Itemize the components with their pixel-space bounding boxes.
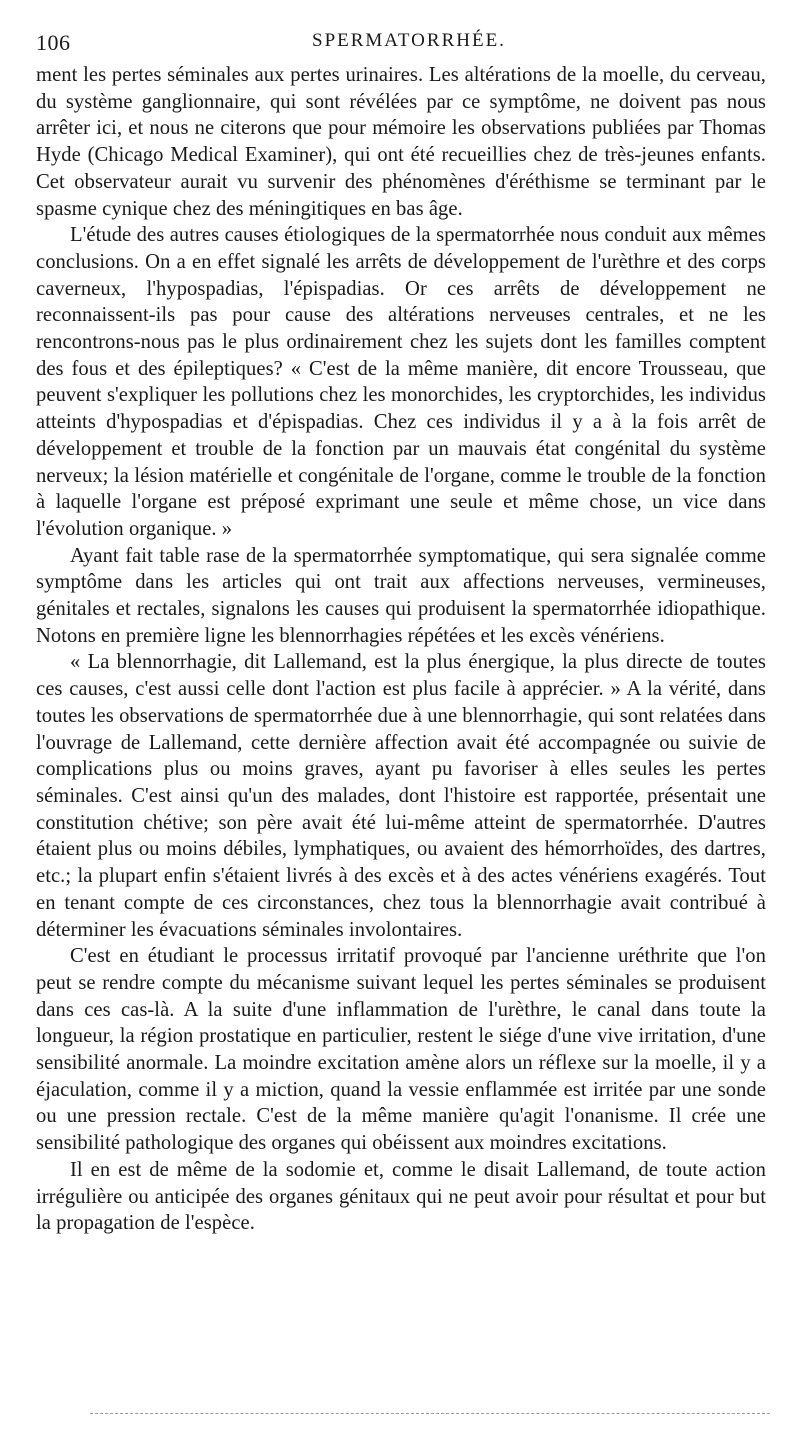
paragraph-6: Il en est de même de la sodomie et, comme le disait Lallemand, de toute action irrégulière ou anticipée des organes génitaux qui ne peut avoir pour résultat et pour but la propagation de l'espèce.: [36, 1158, 766, 1235]
paragraph-3: Ayant fait table rase de la spermatorrhée symptomatique, qui sera signalée comme symptôme dans les articles qui ont trait aux affections nerveuses, vermineuses, génitales et rectales, signalons les causes qui produisent la spermatorrhée idiopathique. Notons en première ligne les blennorrhagies répétées et les excès vénériens.: [36, 544, 766, 647]
page-number: 106: [36, 30, 71, 55]
page-header: [36, 26, 766, 56]
paragraph-1: ment les pertes séminales aux pertes urinaires. Les altérations de la moelle, du cerveau, du système ganglionnaire, qui sont révélées par ce symptôme, ne doivent pas nous arrêter ici, et nous ne citerons que pour mémoire les observations publiées par Thomas Hyde (Chicago Medical Examiner), qui ont été recueillies chez de très-jeunes enfants. Cet observateur aurait vu survenir des phénomènes d'éréthisme se terminant par le spasme cynique chez des méningitiques en bas âge.: [36, 64, 766, 220]
running-title: SPERMATORRHÉE.: [312, 30, 506, 51]
body-text: [36, 62, 766, 1237]
book-page: [36, 26, 766, 1237]
paragraph-5: C'est en étudiant le processus irritatif provoqué par l'ancienne uréthrite que l'on peut se rendre compte du mécanisme suivant lequel les pertes séminales se produisent dans ces cas-là. A la suite d'une inflammation de l'urèthre, le canal dans toute la longueur, la région prostatique en particulier, restent le siége d'une vive irritation, d'une sensibilité anormale. La moindre excitation amène alors un réflexe sur la moelle, il y a éjaculation, comme il y a miction, quand la vessie enflammée est irritée par une sonde ou une pression rectale. C'est de la même manière qu'agit l'onanisme. Il crée une sensibilité pathologique des organes qui obéissent aux moindres excitations.: [36, 945, 766, 1155]
paragraph-4: « La blennorrhagie, dit Lallemand, est la plus énergique, la plus directe de toutes ces causes, c'est aussi celle dont l'action est plus facile à apprécier. » A la vérité, dans toutes les observations de spermatorrhée due à une blennorrhagie, qui sont relatées dans l'ouvrage de Lallemand, cette dernière affection avait été accompagnée ou suivie de complications plus ou moins graves, ayant pu favoriser à elles seules les pertes séminales. C'est ainsi qu'un des malades, dont l'histoire est rapportée, présentait une constitution chétive; son père avait été lui-même atteint de spermatorrhée. D'autres étaient plus ou moins débiles, lymphatiques, ou avaient des hémorrhoïdes, des dartres, etc.; la plupart enfin s'étaient livrés à des excès et à des actes vénériens exagérés. Tout en tenant compte de ces circonstances, chez tous la blennorrhagie avait contribué à déterminer les évacuations séminales involontaires.: [36, 651, 766, 941]
paragraph-2: L'étude des autres causes étiologiques de la spermatorrhée nous conduit aux mêmes conclusions. On a en effet signalé les arrêts de développement de l'urèthre et des corps caverneux, l'hypospadias, l'épispadias. Or ces arrêts de développement ne reconnaissent-ils pas pour cause des altérations nerveuses centrales, et ne les rencontrons-nous pas le plus ordinairement chez les sujets dont les familles comptent des fous et des épileptiques? « C'est de la même manière, dit encore Trousseau, que peuvent s'expliquer les pollutions chez les monorchides, les cryptorchides, les individus atteints d'hypospadias et d'épispadias. Chez ces individus il y a à la fois arrêt de développement et trouble de la fonction par un mauvais état congénital du système nerveux; la lésion matérielle et congénitale de l'organe, comme le trouble de la fonction à laquelle l'organe est préposé exprimant une seule et même chose, un vice dans l'évolution organique. »: [36, 224, 766, 540]
footer-rule: [90, 1413, 770, 1414]
